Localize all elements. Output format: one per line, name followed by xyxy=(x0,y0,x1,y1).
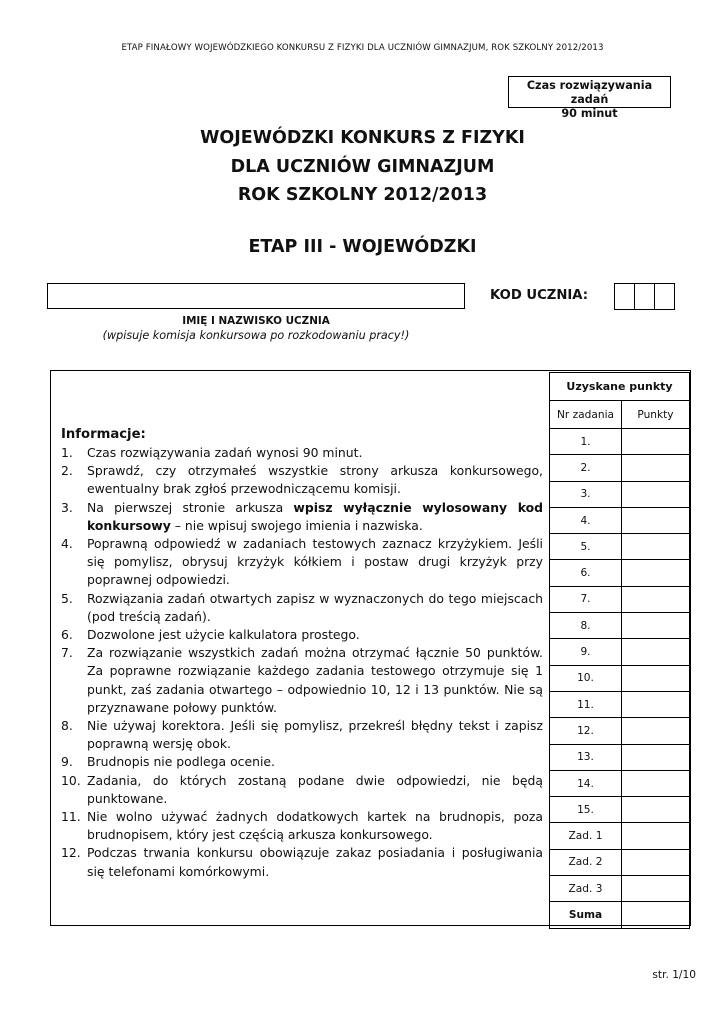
score-points-cell[interactable] xyxy=(622,797,690,823)
instruction-text xyxy=(87,772,543,808)
score-row xyxy=(550,718,690,744)
instruction-text-part: Brudnopis nie podlega ocenie. xyxy=(87,754,275,770)
score-task-number: 13. xyxy=(550,744,622,770)
instruction-number: 4. xyxy=(61,536,73,552)
score-sum-cell[interactable] xyxy=(622,902,690,928)
score-table-title: Uzyskane punkty xyxy=(550,373,690,401)
score-points-cell[interactable] xyxy=(622,876,690,902)
score-task-number: 12. xyxy=(550,718,622,744)
student-code-field[interactable] xyxy=(615,283,675,310)
score-table xyxy=(549,372,690,929)
time-limit-label: Czas rozwiązywania zadań xyxy=(526,79,653,106)
instruction-item xyxy=(61,444,543,462)
instruction-text-part: Na pierwszej stronie arkusza xyxy=(87,499,294,515)
score-points-cell[interactable] xyxy=(622,665,690,691)
contest-title: WOJEWÓDZKI KONKURS Z FIZYKI xyxy=(200,128,525,148)
instruction-text xyxy=(87,462,543,498)
instruction-number: 7. xyxy=(61,645,73,661)
instruction-text xyxy=(87,535,543,590)
student-name-note: (wpisuje komisja konkursowa po rozkodowaniu pracy!) xyxy=(102,329,410,342)
score-points-cell[interactable] xyxy=(622,691,690,717)
score-row xyxy=(550,639,690,665)
instruction-text xyxy=(87,644,543,717)
score-points-cell[interactable] xyxy=(622,560,690,586)
code-cell[interactable] xyxy=(614,283,635,310)
instruction-text xyxy=(87,844,543,880)
score-task-number: Zad. 3 xyxy=(550,876,622,902)
score-row xyxy=(550,849,690,875)
instructions xyxy=(61,426,543,881)
score-points-cell[interactable] xyxy=(622,429,690,455)
score-table-header-task: Nr zadania xyxy=(550,401,622,429)
score-sum-label: Suma xyxy=(550,902,622,928)
score-points-cell[interactable] xyxy=(622,849,690,875)
instruction-item xyxy=(61,590,543,626)
instruction-text-part: Rozwiązania zadań otwartych zapisz w wyznaczonych do tego miejscach (pod treścią zadań). xyxy=(87,590,543,624)
stage-title: ETAP III - WOJEWÓDZKI xyxy=(248,237,477,257)
score-points-cell[interactable] xyxy=(622,455,690,481)
instruction-text-part: Za rozwiązanie wszystkich zadań można otrzymać łącznie 50 punktów. Za poprawne rozwiązanie każdego zadania testowego otrzymuje się 1 punkt, zaś zadania otwartego – odpowiednio 10, 12 i 13 punktów. Nie są przyznawane połowy punktów. xyxy=(87,645,543,715)
instruction-number: 10. xyxy=(61,772,81,788)
score-row xyxy=(550,429,690,455)
score-task-number: 15. xyxy=(550,797,622,823)
student-name-label: IMIĘ I NAZWISKO UCZNIA xyxy=(182,315,330,327)
score-points-cell[interactable] xyxy=(622,613,690,639)
school-year: ROK SZKOLNY 2012/2013 xyxy=(237,185,488,205)
instruction-number: 8. xyxy=(61,718,73,734)
score-row xyxy=(550,507,690,533)
instruction-text-part: Podczas trwania konkursu obowiązuje zakaz posiadania i posługiwania się telefonami komórkowymi. xyxy=(87,845,543,879)
instruction-text-part: Zadania, do których zostaną podane dwie odpowiedzi, nie będą punktowane. xyxy=(87,772,543,806)
score-points-cell[interactable] xyxy=(622,507,690,533)
instruction-text xyxy=(87,499,543,535)
instruction-item xyxy=(61,644,543,717)
code-cell[interactable] xyxy=(654,283,675,310)
running-header: ETAP FINAŁOWY WOJEWÓDZKIEGO KONKURSU Z FIZYKI DLA UCZNIÓW GIMNAZJUM, ROK SZKOLNY 2012/2013 xyxy=(121,43,604,53)
instruction-number: 6. xyxy=(61,627,73,643)
instruction-item xyxy=(61,772,543,808)
score-row xyxy=(550,770,690,796)
score-task-number: 7. xyxy=(550,586,622,612)
instruction-text xyxy=(87,808,543,844)
instruction-number: 9. xyxy=(61,754,73,770)
score-task-number: Zad. 2 xyxy=(550,849,622,875)
instruction-item xyxy=(61,535,543,590)
score-task-number: 3. xyxy=(550,481,622,507)
score-task-number: Zad. 1 xyxy=(550,823,622,849)
instruction-text-part: – nie wpisuj swojego imienia i nazwiska. xyxy=(170,517,423,533)
instruction-item xyxy=(61,499,543,535)
score-task-number: 11. xyxy=(550,691,622,717)
instruction-emphasis: wpisz wyłącznie wylosowany kod konkursowy xyxy=(87,499,543,533)
score-points-cell[interactable] xyxy=(622,718,690,744)
score-row xyxy=(550,455,690,481)
score-row xyxy=(550,744,690,770)
score-task-number: 4. xyxy=(550,507,622,533)
instruction-item xyxy=(61,808,543,844)
student-name-field[interactable] xyxy=(47,283,465,309)
score-table-header-points: Punkty xyxy=(622,401,690,429)
instruction-text-part: Nie używaj korektora. Jeśli się pomylisz, przekreśl błędny tekst i zapisz poprawną wersję obok. xyxy=(87,718,543,752)
score-row xyxy=(550,691,690,717)
code-cell[interactable] xyxy=(634,283,655,310)
page-number: str. 1/10 xyxy=(652,969,696,981)
score-task-number: 1. xyxy=(550,429,622,455)
score-points-cell[interactable] xyxy=(622,639,690,665)
instruction-text-part: Sprawdź, czy otrzymałeś wszystkie strony arkusza konkursowego, ewentualny brak zgłoś przewodniczącemu komisji. xyxy=(87,463,543,497)
instruction-item xyxy=(61,717,543,753)
score-row xyxy=(550,613,690,639)
contest-subtitle: DLA UCZNIÓW GIMNAZJUM xyxy=(230,157,495,177)
score-points-cell[interactable] xyxy=(622,534,690,560)
time-limit-value: 90 minut xyxy=(561,107,618,120)
score-points-cell[interactable] xyxy=(622,586,690,612)
score-row xyxy=(550,665,690,691)
instruction-number: 5. xyxy=(61,590,73,606)
score-row xyxy=(550,560,690,586)
instruction-text xyxy=(87,626,543,644)
instruction-text-part: Czas rozwiązywania zadań wynosi 90 minut. xyxy=(87,445,363,460)
score-row xyxy=(550,797,690,823)
instruction-item xyxy=(61,626,543,644)
instruction-text-part: Nie wolno używać żadnych dodatkowych kartek na brudnopis, poza brudnopisem, który jest częścią arkusza konkursowego. xyxy=(87,809,543,843)
score-row xyxy=(550,534,690,560)
instruction-text xyxy=(87,717,543,753)
instruction-text xyxy=(87,590,543,626)
score-points-cell[interactable] xyxy=(622,823,690,849)
student-code-label: KOD UCZNIA: xyxy=(490,288,588,303)
score-points-cell[interactable] xyxy=(622,744,690,770)
instruction-number: 1. xyxy=(61,445,73,460)
instruction-number: 12. xyxy=(61,845,81,861)
instruction-number: 2. xyxy=(61,463,73,479)
score-task-number: 6. xyxy=(550,560,622,586)
instruction-text xyxy=(87,444,543,462)
score-task-number: 9. xyxy=(550,639,622,665)
score-task-number: 10. xyxy=(550,665,622,691)
score-row xyxy=(550,823,690,849)
time-limit-box xyxy=(508,76,671,120)
instruction-number: 11. xyxy=(61,809,81,825)
instruction-text-part: Dozwolone jest użycie kalkulatora prostego. xyxy=(87,627,360,643)
score-points-cell[interactable] xyxy=(622,481,690,507)
instruction-item xyxy=(61,753,543,771)
instruction-item xyxy=(61,844,543,880)
instructions-heading: Informacje: xyxy=(61,427,146,442)
instruction-item xyxy=(61,462,543,498)
score-task-number: 5. xyxy=(550,534,622,560)
score-task-number: 14. xyxy=(550,770,622,796)
instruction-text-part: Poprawną odpowiedź w zadaniach testowych zaznacz krzyżykiem. Jeśli się pomylisz, obrysuj krzyżyk kółkiem i postaw drugi krzyżyk przy poprawnej odpowiedzi. xyxy=(87,536,543,588)
score-row xyxy=(550,876,690,902)
instructions-list xyxy=(61,444,543,881)
score-task-number: 2. xyxy=(550,455,622,481)
score-row xyxy=(550,481,690,507)
instruction-number: 3. xyxy=(61,499,73,515)
score-task-number: 8. xyxy=(550,613,622,639)
score-row xyxy=(550,586,690,612)
score-sum-row xyxy=(550,902,690,928)
score-points-cell[interactable] xyxy=(622,770,690,796)
instruction-text xyxy=(87,753,543,771)
